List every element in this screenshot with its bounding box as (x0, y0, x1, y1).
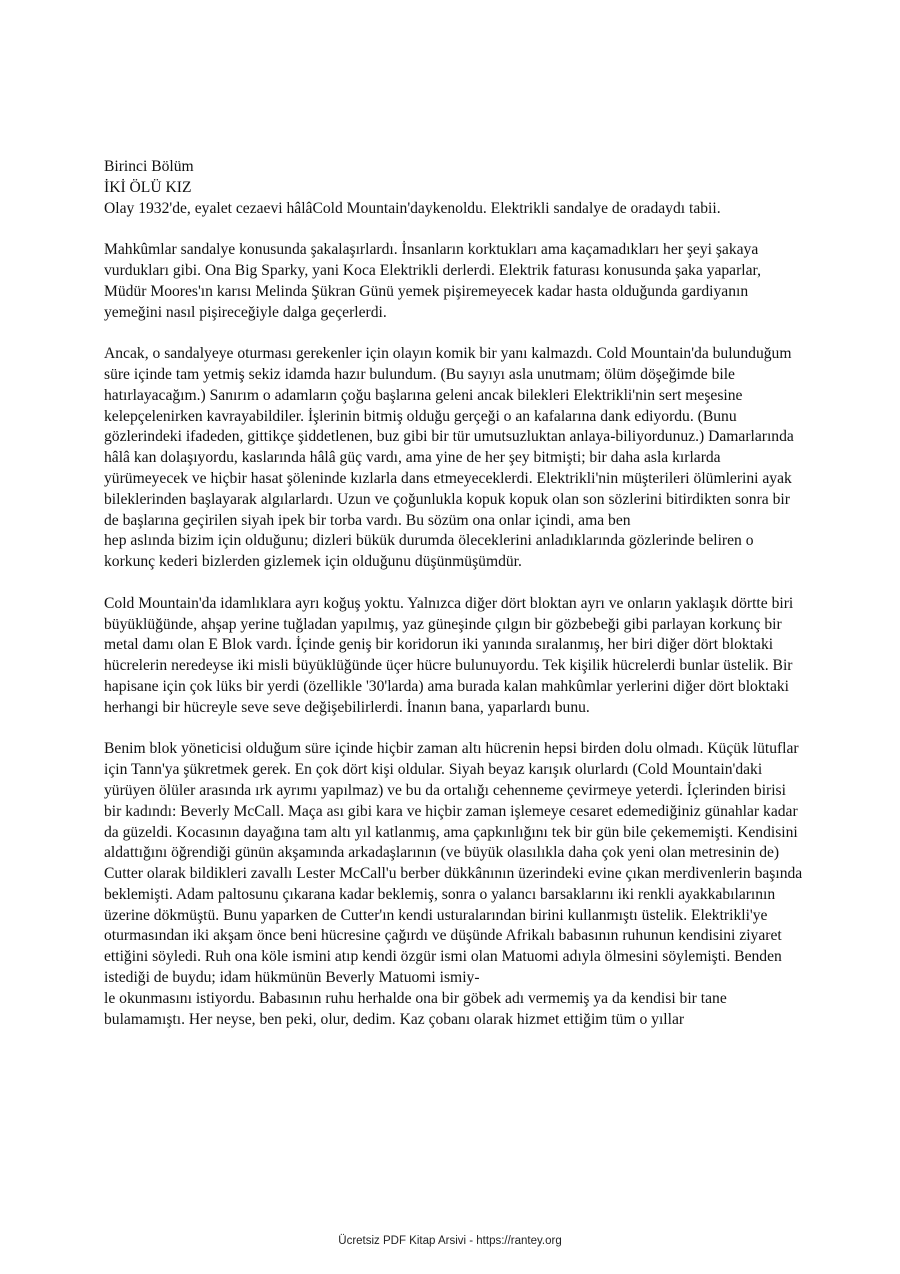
document-page (104, 157, 804, 1030)
page-footer: Ücretsiz PDF Kitap Arsivi - https://rantey.org (338, 1235, 562, 1247)
paragraph-2: Ancak, o sandalyeye oturması gerekenler için olayın komik bir yanı kalmazdı. Cold Mountain'da bulunduğum süre içinde tam yetmiş sekiz idamda hazır bulundum. (Bu sayıyı asla unutmam; ölüm döşeğimde bile hatırlayacağım.) Sanırım o adamların çoğu başlarına geleni ancak bilekleri Elektrikli'nin sert meşesine kelepçelenirken kavrayabildiler. İşlerinin bitmiş olduğu gerçeği o an kafalarına dank ediyordu. (Bunu gözlerindeki ifadeden, gittikçe şiddetlenen, buz gibi bir tür umutsuzluktan anlaya-biliyordunuz.) Damarlarında hâlâ kan dolaşıyordu, kaslarında hâlâ güç vardı, ama yine de her şey bitmişti; bir daha asla kırlarda yürümeyecek ve hiçbir hasat şöleninde kızlarla dans etmeyeceklerdi. Elektrikli'nin müşterileri ölümlerini ayak bileklerinden başlayarak algılarlardı. Uzun ve çoğunlukla kopuk kopuk olan son sözlerini bitirdikten sonra bir de başlarına geçirilen siyah ipek bir torba vardı. Bu sözüm ona onlar içindi, ama ben (104, 345, 794, 529)
intro-paragraph: Olay 1932'de, eyalet cezaevi hâlâCold Mountain'daykenoldu. Elektrikli sandalye de oradaydı tabii. (104, 199, 721, 217)
chapter-title: İKİ ÖLÜ KIZ (104, 178, 192, 196)
paragraph-4-continued: le okunmasını istiyordu. Babasının ruhu herhalde ona bir göbek adı vermemiş ya da kendisi bir tane bulamamıştı. Her neyse, ben peki, olur, dedim. Kaz çobanı olarak hizmet ettiğim tüm o yıllar (104, 989, 727, 1028)
chapter-heading: Birinci Bölüm (104, 158, 194, 175)
paragraph-1: Mahkûmlar sandalye konusunda şakalaşırlardı. İnsanların korktukları ama kaçamadıkları her şeyi şakaya vurdukları gibi. Ona Big Sparky, yani Koca Elektrikli derlerdi. Elektrik faturası konusunda şaka yaparlar, Müdür Moores'ın karısı Melinda Şükran Günü yemek pişiremeyecek kadar hasta olduğunda gardiyanın yemeğini nasıl pişireceğiyle dalga geçerlerdi. (104, 241, 762, 321)
paragraph-3: Cold Mountain'da idamlıklara ayrı koğuş yoktu. Yalnızca diğer dört bloktan ayrı ve onların yaklaşık dörtte biri büyüklüğünde, ahşap yerine tuğladan yapılmış, yaz güneşinde çılgın bir gözbebeği gibi parlayan korkunç bir metal damı olan E Blok vardı. İçinde geniş bir koridorun iki yanında sıralanmış, her biri diğer dört bloktaki hücrelerin neredeyse iki misli büyüklüğünde üçer hücre bulunuyordu. Tek kişilik hücrelerdi bunlar üstelik. Bir hapisane için çok lüks bir yerdi (özellikle '30'larda) ama burada kalan mahkûmlar yerlerini diğer dört bloktaki herhangi bir hücreyle seve seve değişebilirlerdi. İnanın bana, yaparlardı bunu. (104, 594, 794, 716)
paragraph-4: Benim blok yöneticisi olduğum süre içinde hiçbir zaman altı hücrenin hepsi birden dolu olmadı. Küçük lütuflar için Tann'ya şükretmek gerek. En çok dört kişi oldular. Siyah beyaz karışık olurlardı (Cold Mountain'daki yürüyen ölüler arasında ırk ayrımı yapılmaz) ve bu da ortalığı cehenneme çevirmeye yeterdi. İçlerinden birisi bir kadındı: Beverly McCall. Maça ası gibi kara ve hiçbir zaman işlemeye cesaret edemediğiniz günahlar kadar da güzeldi. Kocasının dayağına tam altı yıl katlanmış, ama çapkınlığını tek bir gün bile çekememişti. Kendisini aldattığını öğrendiği günün akşamında arkadaşlarının (ve büyük olasılıkla daha çok yeni olan metresinin de) Cutter olarak bildikleri zavallı Lester McCall'u berber dükkânının üzerindeki evine çıkan merdivenlerin başında beklemişti. Adam paltosunu çıkarana kadar beklemiş, sonra o yalancı barsaklarını iki renkli ayakkabılarının üzerine dökmüştü. Bunu yaparken de Cutter'ın kendi usturalarından birini kullanmıştı üstelik. Elektrikli'ye oturmasından iki akşam önce beni hücresine çağırdı ve düşünde Afrikalı babasının ruhunun kendisini ziyaret ettiğini söyledi. Ruh ona köle ismini atıp kendi özgür ismi olan Matuomi adıyla ölmesini söylemişti. Benden istediği de buydu; idam hükmünün Beverly Matuomi ismiy- (104, 740, 803, 987)
paragraph-2-continued: hep aslında bizim için olduğunu; dizleri bükük durumda öleceklerini anladıklarında gözlerinde beliren o korkunç kederi bizlerden gizlemek için olduğunu düşünmüşümdür. (104, 532, 754, 571)
